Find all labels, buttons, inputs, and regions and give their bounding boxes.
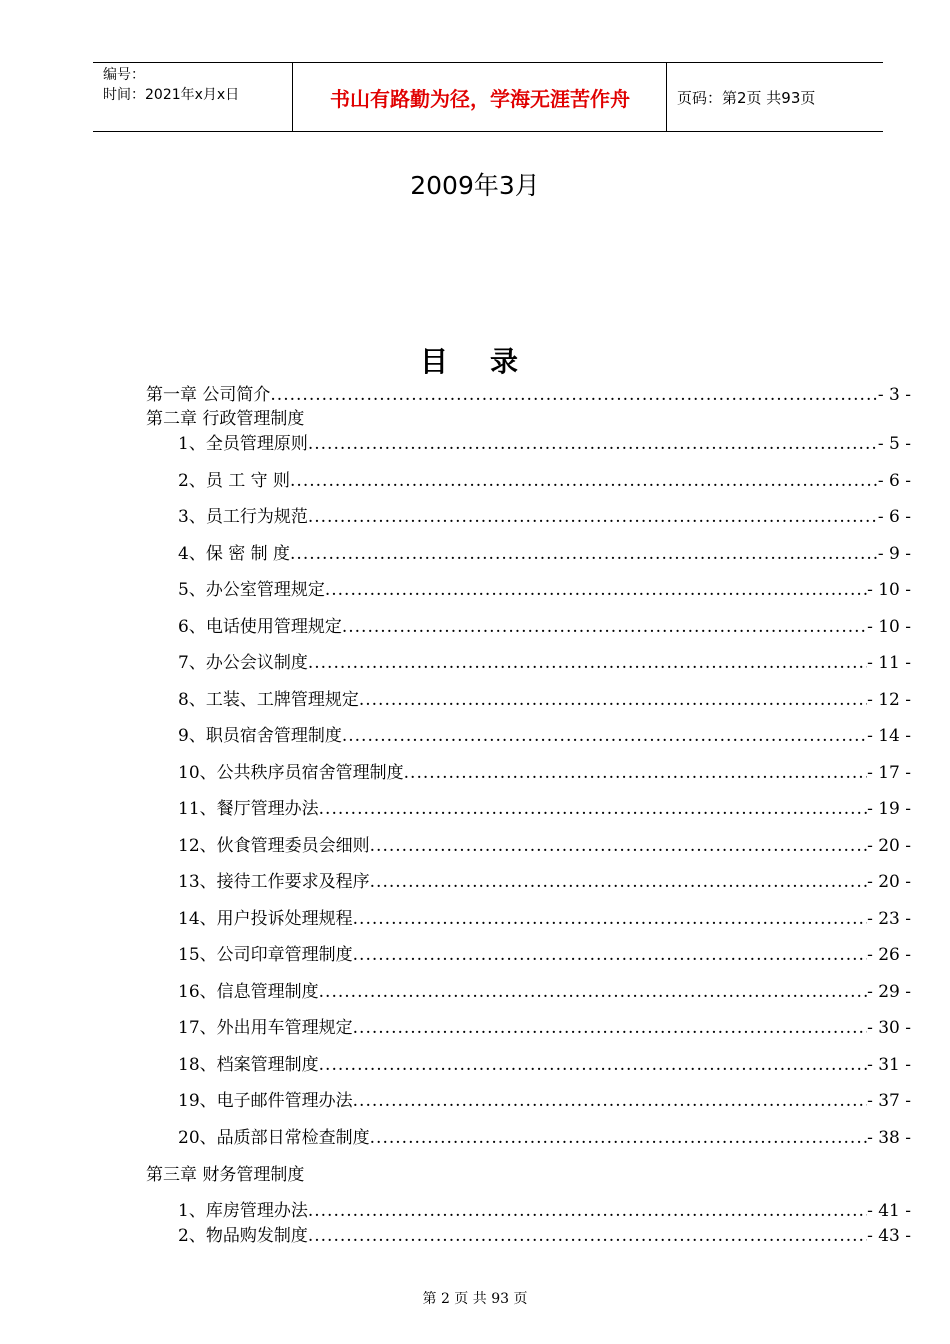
toc-section-row[interactable] <box>178 433 911 455</box>
toc-page-number: - 19 - <box>867 799 911 819</box>
toc-section-row[interactable] <box>178 944 911 966</box>
toc-page-number: - 41 - <box>867 1201 911 1221</box>
toc-leader-dots <box>359 689 867 711</box>
page-header <box>93 62 883 132</box>
header-motto: 书山有路勤为径，学海无涯苦作舟 <box>294 63 667 131</box>
toc-page-number: - 9 - <box>877 544 911 564</box>
toc-page-number: - 43 - <box>867 1226 911 1246</box>
toc-leader-dots <box>319 1054 867 1076</box>
toc-leader-dots <box>308 1200 867 1222</box>
toc-entry-label: 2、员 工 守 则 <box>178 471 291 491</box>
toc-leader-dots <box>342 616 867 638</box>
toc-section-row[interactable] <box>178 616 911 638</box>
toc-section-row[interactable] <box>178 1200 911 1222</box>
toc-entry-label: 第一章 公司简介 <box>146 385 271 405</box>
toc-section-row[interactable] <box>178 543 911 565</box>
toc-leader-dots <box>370 835 867 857</box>
toc-section-row[interactable] <box>178 798 911 820</box>
header-page-info: 页码：第2页 共93页 <box>677 88 816 107</box>
toc-entry-label: 1、全员管理原则 <box>178 434 308 454</box>
toc-leader-dots <box>353 908 867 930</box>
number-label: 编号： <box>103 67 145 83</box>
toc-chapter-row[interactable] <box>146 384 911 406</box>
document-date: 2009年3月 <box>410 171 540 200</box>
toc-section-row[interactable] <box>178 1054 911 1076</box>
toc-page-number: - 38 - <box>867 1128 911 1148</box>
toc-leader-dots <box>290 470 878 492</box>
toc-leader-dots <box>342 725 867 747</box>
toc-entry-label: 17、外出用车管理规定 <box>178 1018 353 1038</box>
toc-entry-label: 20、品质部日常检查制度 <box>178 1128 370 1148</box>
toc-page-number: - 14 - <box>867 726 911 746</box>
toc-section-row[interactable] <box>178 1017 911 1039</box>
toc-section-row[interactable] <box>178 579 911 601</box>
toc-page-number: - 23 - <box>867 909 911 929</box>
toc-leader-dots <box>308 506 878 528</box>
toc-section-row[interactable] <box>178 652 911 674</box>
toc-entry-label: 第三章 财务管理制度 <box>146 1165 305 1185</box>
toc-leader-dots <box>353 944 867 966</box>
toc-page-number: - 26 - <box>867 945 911 965</box>
toc-chapter-row[interactable] <box>146 408 911 430</box>
toc-page-number: - 29 - <box>867 982 911 1002</box>
toc-page-number: - 20 - <box>867 836 911 856</box>
toc-page-number: - 10 - <box>867 580 911 600</box>
toc-section-row[interactable] <box>178 908 911 930</box>
toc-leader-dots <box>308 652 867 674</box>
toc-page-number: - 5 - <box>877 434 911 454</box>
toc-entry-label: 3、员工行为规范 <box>178 507 308 527</box>
toc-page-number: - 3 - <box>877 385 911 405</box>
toc-entry-label: 18、档案管理制度 <box>178 1055 319 1075</box>
toc-section-row[interactable] <box>178 981 911 1003</box>
toc-entry-label: 15、公司印章管理制度 <box>178 945 353 965</box>
toc-entry-label: 1、库房管理办法 <box>178 1201 308 1221</box>
toc-section-row[interactable] <box>178 762 911 784</box>
toc-leader-dots <box>270 384 877 406</box>
toc-leader-dots <box>353 1017 867 1039</box>
toc-page-number: - 37 - <box>867 1091 911 1111</box>
toc-page-number: - 11 - <box>867 653 911 673</box>
toc-leader-dots <box>290 543 878 565</box>
toc-section-row[interactable] <box>178 871 911 893</box>
toc-page-number: - 17 - <box>867 763 911 783</box>
toc-entry-label: 19、电子邮件管理办法 <box>178 1091 353 1111</box>
toc-page-number: - 31 - <box>867 1055 911 1075</box>
toc-page-number: - 6 - <box>877 507 911 527</box>
toc-entry-label: 第二章 行政管理制度 <box>146 409 305 429</box>
toc-section-row[interactable] <box>178 725 911 747</box>
toc-entry-label: 7、办公会议制度 <box>178 653 308 673</box>
toc-entry-label: 4、保 密 制 度 <box>178 544 291 564</box>
toc-chapter-row[interactable] <box>146 1164 911 1186</box>
toc-entry-label: 13、接待工作要求及程序 <box>178 872 370 892</box>
toc-page-number: - 12 - <box>867 690 911 710</box>
toc-section-row[interactable] <box>178 689 911 711</box>
toc-page-number: - 30 - <box>867 1018 911 1038</box>
toc-section-row[interactable] <box>178 506 911 528</box>
toc-leader-dots <box>404 762 867 784</box>
toc-entry-label: 12、伙食管理委员会细则 <box>178 836 370 856</box>
toc-section-row[interactable] <box>178 1127 911 1149</box>
toc-section-row[interactable] <box>178 1090 911 1112</box>
toc-page-number: - 20 - <box>867 872 911 892</box>
toc-section-row[interactable] <box>178 470 911 492</box>
toc-entry-label: 11、餐厅管理办法 <box>178 799 319 819</box>
toc-leader-dots <box>325 579 867 601</box>
toc-entry-label: 8、工装、工牌管理规定 <box>178 690 359 710</box>
toc-leader-dots <box>319 798 867 820</box>
toc-entry-label: 14、用户投诉处理规程 <box>178 909 353 929</box>
toc-leader-dots <box>370 871 867 893</box>
toc-leader-dots <box>308 433 878 455</box>
time-label: 时间：2021年x月x日 <box>103 87 240 103</box>
toc-leader-dots <box>370 1127 867 1149</box>
page-footer: 第 2 页 共 93 页 <box>422 1291 528 1307</box>
toc-page-number: - 6 - <box>877 471 911 491</box>
toc-leader-dots <box>353 1090 867 1112</box>
toc-entry-label: 5、办公室管理规定 <box>178 580 325 600</box>
toc-entry-label: 6、电话使用管理规定 <box>178 617 342 637</box>
toc-entry-label: 2、物品购发制度 <box>178 1226 308 1246</box>
toc-entry-label: 10、公共秩序员宿舍管理制度 <box>178 763 404 783</box>
toc-section-row[interactable] <box>178 1225 911 1247</box>
toc-section-row[interactable] <box>178 835 911 857</box>
toc-leader-dots <box>319 981 867 1003</box>
header-meta <box>93 63 293 131</box>
toc-entry-label: 9、职员宿舍管理制度 <box>178 726 342 746</box>
toc-page-number: - 10 - <box>867 617 911 637</box>
toc-leader-dots <box>308 1225 867 1247</box>
toc-entry-label: 16、信息管理制度 <box>178 982 319 1002</box>
toc-title: 目录 <box>419 345 560 378</box>
